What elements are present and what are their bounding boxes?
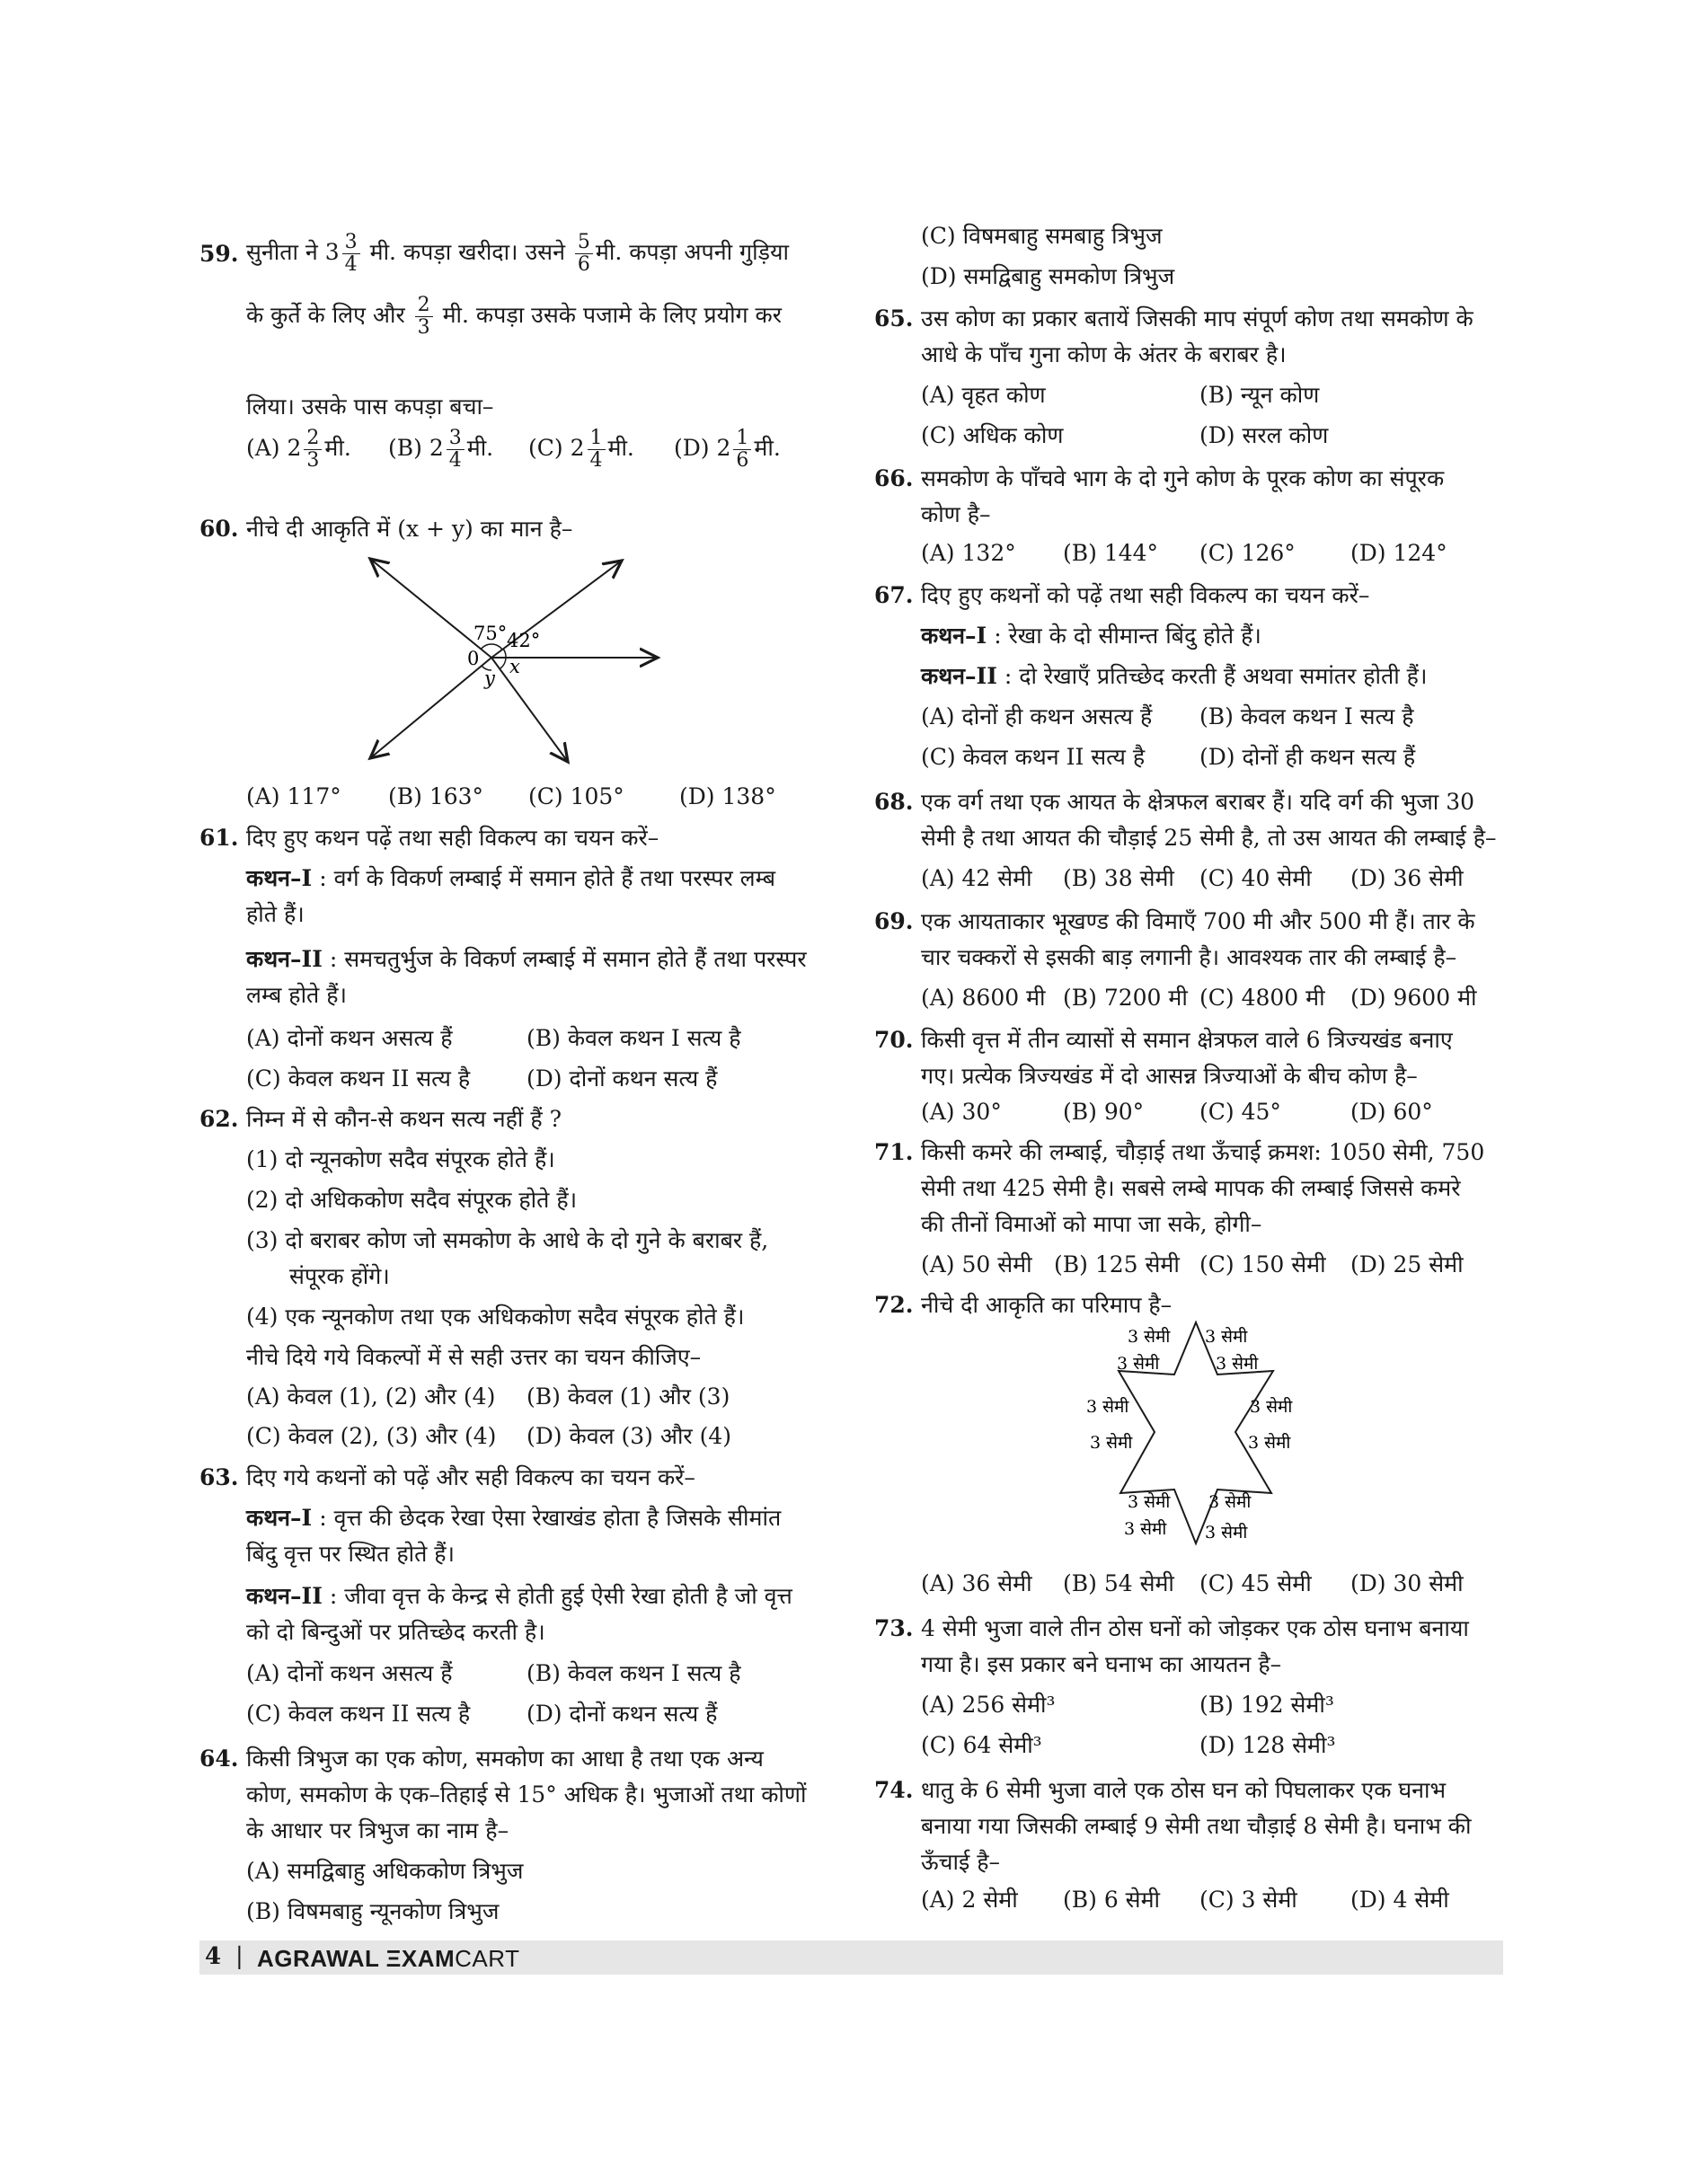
- footer-separator: |: [235, 1943, 243, 1970]
- option-c[interactable]: (C) 2 $\frac{1}{4}$ मी.: [528, 427, 634, 472]
- option-b[interactable]: (B) विषमबाहु न्यूनकोण त्रिभुज: [246, 1898, 500, 1924]
- option-c[interactable]: (C) केवल (2), (3) और (4): [246, 1423, 497, 1449]
- option-b[interactable]: (B) 38 सेमी: [1063, 865, 1174, 891]
- option-d[interactable]: (D) 128 सेमी³: [1199, 1732, 1336, 1758]
- side-label: 3 सेमी: [1250, 1397, 1293, 1417]
- question-text: समकोण के पाँचवे भाग के दो गुने कोण के पूरक कोण का संपूरक: [921, 465, 1445, 491]
- origin-label: 0: [467, 648, 480, 669]
- question-text: आधे के पाँच गुना कोण के अंतर के बराबर है।: [921, 341, 1287, 367]
- list-item: (4) एक न्यूनकोण तथा एक अधिककोण सदैव संपूरक होते हैं।: [246, 1304, 745, 1330]
- option-b[interactable]: (B) 144°: [1063, 540, 1159, 566]
- option-b[interactable]: (B) केवल कथन I सत्य है: [527, 1660, 741, 1686]
- statement-1-cont: बिंदु वृत्त पर स्थित होते हैं।: [246, 1541, 456, 1567]
- option-a[interactable]: (A) केवल (1), (2) और (4): [246, 1383, 496, 1410]
- option-a[interactable]: (A) दोनों ही कथन असत्य हैं: [921, 703, 1153, 729]
- question-text: कोण है–: [921, 501, 991, 527]
- question-number: 63.: [199, 1464, 239, 1490]
- option-d[interactable]: (D) 9600 मी: [1350, 985, 1477, 1011]
- option-b[interactable]: (B) 90°: [1063, 1099, 1145, 1125]
- question-text: निम्न में से कौन-से कथन सत्य नहीं हैं ?: [246, 1106, 562, 1132]
- option-b[interactable]: (B) 163°: [388, 783, 484, 809]
- option-c[interactable]: (C) विषमबाहु समबाहु त्रिभुज: [921, 223, 1163, 249]
- question-number: 70.: [874, 1027, 914, 1053]
- question-number: 73.: [874, 1615, 914, 1641]
- question-number: 72.: [874, 1292, 914, 1318]
- option-c[interactable]: (C) केवल कथन II सत्य है: [921, 744, 1146, 770]
- option-d[interactable]: (D) दोनों कथन सत्य हैं: [527, 1065, 718, 1092]
- angle-label-75: 75°: [473, 623, 508, 644]
- option-c[interactable]: (C) 105°: [528, 783, 624, 809]
- angle-label-42: 42°: [507, 630, 541, 651]
- question-text: दिए गये कथनों को पढ़ें और सही विकल्प का चयन करें–: [246, 1464, 695, 1490]
- option-b[interactable]: (B) केवल कथन I सत्य है: [527, 1025, 741, 1051]
- question-number: 62.: [199, 1106, 239, 1132]
- option-a[interactable]: (A) 30°: [921, 1099, 1002, 1125]
- option-a[interactable]: (A) 256 सेमी³: [921, 1692, 1056, 1718]
- option-b[interactable]: (B) 6 सेमी: [1063, 1887, 1161, 1913]
- option-a[interactable]: (A) 2 $\frac{2}{3}$ मी.: [246, 427, 351, 472]
- side-label: 3 सेमी: [1248, 1433, 1291, 1453]
- statement-1-cont: होते हैं।: [246, 901, 305, 927]
- question-text: एक वर्ग तथा एक आयत के क्षेत्रफल बराबर हैं। यदि वर्ग की भुजा 30: [921, 789, 1475, 815]
- option-d[interactable]: (D) 25 सेमी: [1350, 1251, 1464, 1277]
- option-d[interactable]: (D) समद्विबाहु समकोण त्रिभुज: [921, 263, 1175, 289]
- side-label: 3 सेमी: [1086, 1397, 1129, 1417]
- brand-logo-text: AGRAWAL ΞXAMCART: [257, 1945, 520, 1972]
- side-label: 3 सेमी: [1208, 1492, 1252, 1512]
- question-text: किसी वृत्त में तीन व्यासों से समान क्षेत्रफल वाले 6 त्रिज्यखंड बनाए: [921, 1027, 1453, 1053]
- question-text: नीचे दी आकृति का परिमाप है–: [921, 1292, 1173, 1318]
- option-c[interactable]: (C) 45°: [1199, 1099, 1281, 1125]
- statement-1: कथन–I : रेखा के दो सीमान्त बिंदु होते हैं।: [921, 623, 1261, 649]
- question-number: 66.: [874, 465, 914, 491]
- side-label: 3 सेमी: [1205, 1327, 1248, 1347]
- option-b[interactable]: (B) न्यून कोण: [1199, 382, 1320, 408]
- question-text: चार चक्करों से इसकी बाड़ लगानी है। आवश्यक तार की लम्बाई है–: [921, 944, 1457, 970]
- option-b[interactable]: (B) केवल (1) और (3): [527, 1383, 730, 1410]
- question-number: 67.: [874, 582, 914, 608]
- list-item: (1) दो न्यूनकोण सदैव संपूरक होते हैं।: [246, 1146, 555, 1172]
- option-d[interactable]: (D) 124°: [1350, 540, 1447, 566]
- list-item: (3) दो बराबर कोण जो समकोण के आधे के दो गुने के बराबर हैं,: [246, 1227, 769, 1253]
- option-a[interactable]: (A) 2 सेमी: [921, 1887, 1018, 1913]
- option-c[interactable]: (C) 4800 मी: [1199, 985, 1325, 1011]
- option-d[interactable]: (D) 60°: [1350, 1099, 1433, 1125]
- list-item-cont: संपूरक होंगे।: [289, 1263, 390, 1289]
- angle-label-y: y: [484, 667, 495, 689]
- option-a[interactable]: (A) 42 सेमी: [921, 865, 1032, 891]
- side-label: 3 सेमी: [1205, 1523, 1248, 1543]
- question-number: 69.: [874, 908, 914, 934]
- star-figure: [1074, 1317, 1343, 1560]
- option-a[interactable]: (A) 50 सेमी: [921, 1251, 1032, 1277]
- option-a[interactable]: (A) 132°: [921, 540, 1016, 566]
- option-c[interactable]: (C) केवल कथन II सत्य है: [246, 1701, 471, 1727]
- question-text: 4 सेमी भुजा वाले तीन ठोस घनों को जोड़कर एक ठोस घनाभ बनाया: [921, 1615, 1469, 1641]
- side-label: 3 सेमी: [1090, 1433, 1133, 1453]
- option-d[interactable]: (D) दोनों ही कथन सत्य हैं: [1199, 744, 1416, 770]
- question-text: के कुर्ते के लिए और $\frac{2}{3}$ मी. कपड़ा उसके पजामे के लिए प्रयोग कर: [246, 294, 782, 339]
- statement-2: कथन–II : समचतुर्भुज के विकर्ण लम्बाई में समान होते हैं तथा परस्पर: [246, 946, 807, 972]
- question-text: सेमी तथा 425 सेमी है। सबसे लम्बे मापक की लम्बाई जिससे कमरे: [921, 1175, 1461, 1201]
- side-label: 3 सेमी: [1128, 1327, 1171, 1347]
- option-a[interactable]: (A) दोनों कथन असत्य हैं: [246, 1025, 453, 1051]
- question-text: बनाया गया जिसकी लम्बाई 9 सेमी तथा चौड़ाई 8 सेमी है। घनाभ की: [921, 1813, 1472, 1839]
- statement-2: कथन–II : जीवा वृत्त के केन्द्र से होती हुई ऐसी रेखा होती है जो वृत्त: [246, 1583, 792, 1609]
- instruction: नीचे दिये गये विकल्पों में से सही उत्तर का चयन कीजिए–: [246, 1344, 702, 1370]
- option-c[interactable]: (C) 64 सेमी³: [921, 1732, 1042, 1758]
- statement-2: कथन–II : दो रेखाएँ प्रतिच्छेद करती हैं अथवा समांतर होती हैं।: [921, 663, 1428, 689]
- question-text: किसी कमरे की लम्बाई, चौड़ाई तथा ऊँचाई क्रमश: 1050 सेमी, 750: [921, 1139, 1485, 1165]
- option-d[interactable]: (D) 138°: [679, 783, 776, 809]
- angle-figure: [361, 550, 667, 774]
- question-number: 71.: [874, 1139, 914, 1165]
- question-text: के आधार पर त्रिभुज का नाम है–: [246, 1817, 509, 1843]
- option-d[interactable]: (D) 30 सेमी: [1350, 1570, 1464, 1596]
- statement-1: कथन–I : वृत्त की छेदक रेखा ऐसा रेखाखंड होता है जिसके सीमांत: [246, 1505, 782, 1531]
- option-a[interactable]: (A) 8600 मी: [921, 985, 1046, 1011]
- option-c[interactable]: (C) 3 सेमी: [1199, 1887, 1297, 1913]
- page-footer: [199, 1940, 1503, 1975]
- question-number: 59.: [199, 241, 239, 267]
- page-number: 4: [205, 1943, 222, 1970]
- option-a[interactable]: (A) दोनों कथन असत्य हैं: [246, 1660, 453, 1686]
- option-c[interactable]: (C) 45 सेमी: [1199, 1570, 1312, 1596]
- list-item: (2) दो अधिककोण सदैव संपूरक होते हैं।: [246, 1187, 578, 1213]
- question-text: नीचे दी आकृति में (x + y) का मान है–: [246, 516, 573, 542]
- question-number: 60.: [199, 516, 239, 542]
- option-d[interactable]: (D) 36 सेमी: [1350, 865, 1464, 891]
- question-text: एक आयताकार भूखण्ड की विमाएँ 700 मी और 500 मी हैं। तार के: [921, 908, 1475, 934]
- question-text: गए। प्रत्येक त्रिज्यखंड में दो आसन्न त्रिज्याओं के बीच कोण है–: [921, 1063, 1418, 1089]
- option-a[interactable]: (A) वृहत कोण: [921, 382, 1046, 408]
- option-c[interactable]: (C) 40 सेमी: [1199, 865, 1312, 891]
- question-text: दिए हुए कथन पढ़ें तथा सही विकल्प का चयन करें–: [246, 825, 659, 851]
- side-label: 3 सेमी: [1117, 1354, 1160, 1374]
- option-a[interactable]: (A) समद्विबाहु अधिककोण त्रिभुज: [246, 1858, 524, 1884]
- option-c[interactable]: (C) अधिक कोण: [921, 422, 1064, 448]
- question-text: धातु के 6 सेमी भुजा वाले एक ठोस घन को पिघलाकर एक घनाभ: [921, 1777, 1447, 1803]
- question-text: किसी त्रिभुज का एक कोण, समकोण का आधा है तथा एक अन्य: [246, 1746, 764, 1772]
- option-b[interactable]: (B) 192 सेमी³: [1199, 1692, 1334, 1718]
- question-text: ऊँचाई है–: [921, 1849, 1000, 1875]
- option-d[interactable]: (D) केवल (3) और (4): [527, 1423, 732, 1449]
- question-text: सुनीता ने 3 $\frac{3}{4}$ मी. कपड़ा खरीदा। उसने $\frac{5}{6}$ मी. कपड़ा अपनी गुड़िया: [246, 231, 789, 276]
- statement-2-cont: लम्ब होते हैं।: [246, 982, 347, 1008]
- option-c[interactable]: (C) केवल कथन II सत्य है: [246, 1065, 471, 1092]
- option-b[interactable]: (B) 2 $\frac{3}{4}$ मी.: [388, 427, 494, 472]
- option-b[interactable]: (B) 125 सेमी: [1054, 1251, 1180, 1277]
- question-number: 65.: [874, 305, 914, 332]
- question-text: दिए हुए कथनों को पढ़ें तथा सही विकल्प का चयन करें–: [921, 582, 1370, 608]
- question-text: कोण, समकोण के एक–तिहाई से 15° अधिक है। भुजाओं तथा कोणों: [246, 1781, 807, 1808]
- option-b[interactable]: (B) 7200 मी: [1063, 985, 1188, 1011]
- question-number: 74.: [874, 1777, 914, 1803]
- side-label: 3 सेमी: [1124, 1519, 1167, 1539]
- option-d[interactable]: (D) 4 सेमी: [1350, 1887, 1449, 1913]
- option-d[interactable]: (D) सरल कोण: [1199, 422, 1329, 448]
- question-text: गया है। इस प्रकार बने घनाभ का आयतन है–: [921, 1651, 1282, 1677]
- question-number: 61.: [199, 825, 239, 851]
- option-b[interactable]: (B) 54 सेमी: [1063, 1570, 1174, 1596]
- side-label: 3 सेमी: [1128, 1492, 1171, 1512]
- option-c[interactable]: (C) 150 सेमी: [1199, 1251, 1326, 1277]
- option-b[interactable]: (B) केवल कथन I सत्य है: [1199, 703, 1414, 729]
- option-d[interactable]: (D) 2 $\frac{1}{6}$ मी.: [674, 427, 781, 472]
- side-label: 3 सेमी: [1216, 1354, 1259, 1374]
- option-c[interactable]: (C) 126°: [1199, 540, 1296, 566]
- question-text: लिया। उसके पास कपड़ा बचा–: [246, 393, 494, 420]
- option-a[interactable]: (A) 117°: [246, 783, 341, 809]
- option-a[interactable]: (A) 36 सेमी: [921, 1570, 1032, 1596]
- angle-label-x: x: [509, 656, 520, 677]
- question-text: की तीनों विमाओं को मापा जा सके, होगी–: [921, 1211, 1262, 1237]
- question-number: 68.: [874, 789, 914, 815]
- option-d[interactable]: (D) दोनों कथन सत्य हैं: [527, 1701, 718, 1727]
- question-text: सेमी है तथा आयत की चौड़ाई 25 सेमी है, तो उस आयत की लम्बाई है–: [921, 825, 1497, 851]
- statement-1: कथन–I : वर्ग के विकर्ण लम्बाई में समान होते हैं तथा परस्पर लम्ब: [246, 865, 776, 891]
- question-number: 64.: [199, 1746, 239, 1772]
- question-text: उस कोण का प्रकार बतायें जिसकी माप संपूर्ण कोण तथा समकोण के: [921, 305, 1473, 332]
- statement-2-cont: को दो बिन्दुओं पर प्रतिच्छेद करती है।: [246, 1619, 545, 1645]
